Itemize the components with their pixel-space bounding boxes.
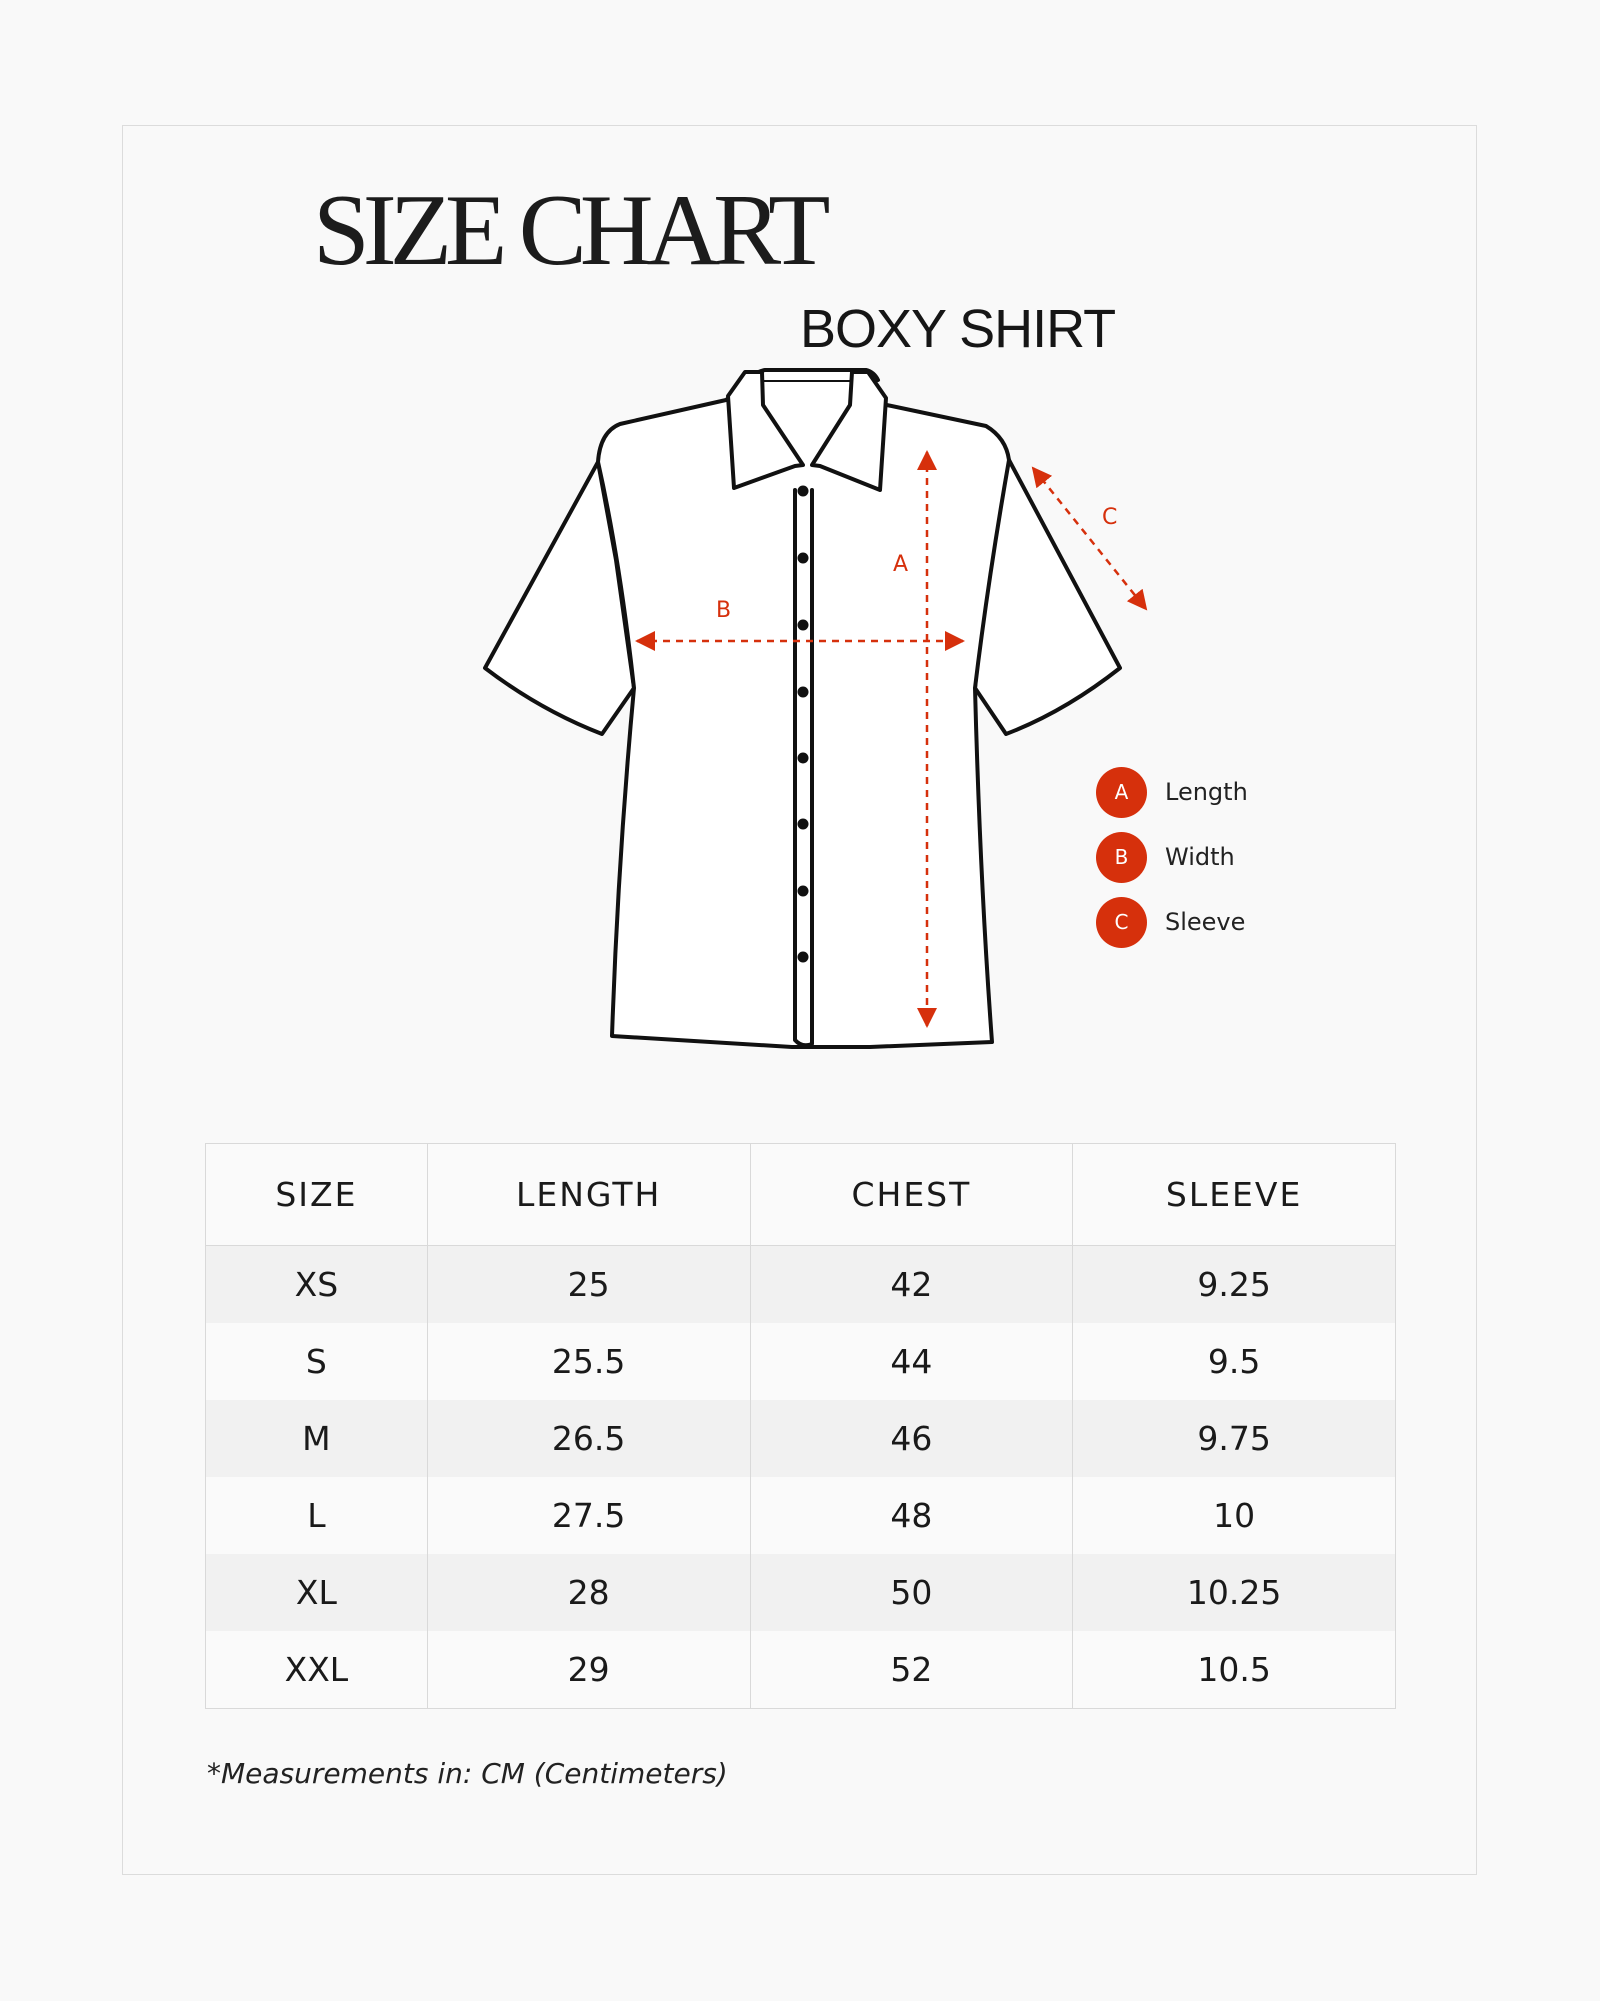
measure-label-b: B: [716, 598, 732, 623]
measurement-units-note: *Measurements in: CM (Centimeters): [207, 1757, 728, 1790]
column-header-size: SIZE: [206, 1144, 428, 1246]
table-row: [206, 1554, 1396, 1631]
measure-label-a: A: [893, 552, 909, 577]
table-row: [206, 1323, 1396, 1400]
table-row: [206, 1477, 1396, 1554]
table-cell-chest: 52: [750, 1631, 1073, 1709]
table-row: [206, 1631, 1396, 1709]
table-cell-chest: 50: [750, 1554, 1073, 1631]
table-cell-sleeve: 10.5: [1073, 1631, 1396, 1709]
table-cell-chest: 48: [750, 1477, 1073, 1554]
table-cell-length: 25: [427, 1246, 750, 1324]
table-cell-sleeve: 9.25: [1073, 1246, 1396, 1324]
legend-item-sleeve: [1096, 897, 1248, 947]
table-cell-chest: 42: [750, 1246, 1073, 1324]
table-cell-length: 26.5: [427, 1400, 750, 1477]
legend-label: Length: [1165, 778, 1248, 806]
table-cell-sleeve: 9.5: [1073, 1323, 1396, 1400]
table-header-row: [206, 1144, 1396, 1246]
table-cell-size: XL: [206, 1554, 428, 1631]
legend-badge: B: [1096, 832, 1147, 883]
table-cell-sleeve: 10.25: [1073, 1554, 1396, 1631]
table-cell-size: S: [206, 1323, 428, 1400]
table-cell-length: 27.5: [427, 1477, 750, 1554]
table-cell-length: 28: [427, 1554, 750, 1631]
table-cell-size: L: [206, 1477, 428, 1554]
page-title: SIZE CHART: [313, 174, 824, 287]
legend-label: Width: [1165, 843, 1235, 871]
column-header-sleeve: SLEEVE: [1073, 1144, 1396, 1246]
table-cell-size: XS: [206, 1246, 428, 1324]
legend-badge: A: [1096, 767, 1147, 818]
product-name: BOXY SHIRT: [800, 299, 1116, 359]
table-cell-size: M: [206, 1400, 428, 1477]
measure-label-c: C: [1102, 505, 1118, 530]
size-table: [205, 1143, 1396, 1709]
table-row: [206, 1400, 1396, 1477]
table-cell-sleeve: 10: [1073, 1477, 1396, 1554]
table-cell-chest: 46: [750, 1400, 1073, 1477]
column-header-length: LENGTH: [427, 1144, 750, 1246]
table-row: [206, 1246, 1396, 1324]
table-cell-size: XXL: [206, 1631, 428, 1709]
table-cell-chest: 44: [750, 1323, 1073, 1400]
legend-item-length: [1096, 767, 1248, 817]
column-header-chest: CHEST: [750, 1144, 1073, 1246]
table-cell-sleeve: 9.75: [1073, 1400, 1396, 1477]
legend-label: Sleeve: [1165, 908, 1246, 936]
table-cell-length: 25.5: [427, 1323, 750, 1400]
table-cell-length: 29: [427, 1631, 750, 1709]
legend-item-width: [1096, 832, 1248, 882]
measurement-legend: [1096, 767, 1248, 962]
legend-badge: C: [1096, 897, 1147, 948]
